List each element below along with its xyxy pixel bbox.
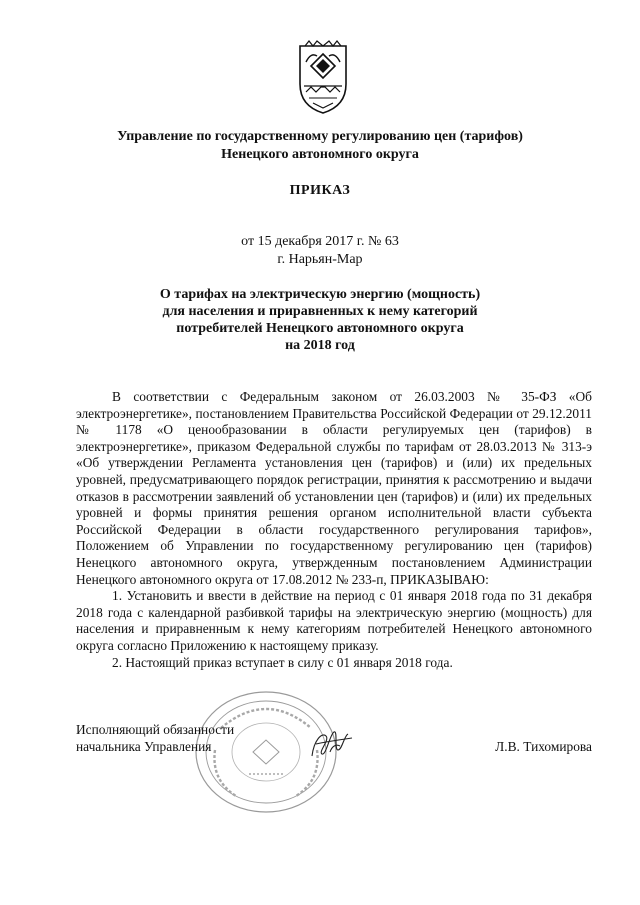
title-line-3: потребителей Ненецкого автономного округа (176, 321, 464, 336)
title-line-4: на 2018 год (285, 338, 355, 353)
title-line-2: для населения и приравненных к нему категорий (162, 304, 478, 319)
date-number: от 15 декабря 2017 г. № 63 (241, 234, 399, 249)
document-title (80, 286, 560, 354)
signature-block (76, 720, 592, 810)
nenets-okrug-coat-of-arms-icon (297, 40, 349, 116)
title-line-1: О тарифах на электрическую энергию (мощность) (159, 287, 481, 302)
date-and-place (80, 233, 560, 269)
organization-line-2: Ненецкого автономного округа (221, 147, 419, 162)
document-body (76, 389, 592, 671)
signatory-name: Л.В. Тихомирова (495, 739, 592, 754)
order-item-2: 2. Настоящий приказ вступает в силу с 01 января 2018 года. (112, 654, 453, 670)
organization-line-1: Управление по государственному регулированию цен (тарифов) (117, 129, 523, 144)
organization-name (80, 128, 560, 164)
position-line-2: начальника Управления (76, 738, 212, 754)
order-item-1: 1. Установить и ввести в действие на период с 01 января 2018 года по 31 декабря 2018 года с календарной разбивкой тарифы на электрическую энергию (мощность) для населения и приравненным к нему категориям потребителей Ненецкого автономного округа согласно Приложению к настоящему приказу. (76, 588, 592, 653)
document-type: ПРИКАЗ (289, 183, 351, 198)
city: г. Нарьян-Мар (277, 252, 363, 267)
handwritten-signature-icon (308, 726, 354, 760)
signatory-position (76, 722, 234, 755)
position-line-1: Исполняющий обязанности (76, 722, 235, 737)
preamble-paragraph: В соответствии с Федеральным законом от 26.03.2003 № 35-ФЗ «Об электроэнергетике», постановлением Правительства Российской Федерации от 29.12.2011 № 1178 «О ценообразовании в области регулируемых цен (тарифов) в электроэнергетике», приказом Федеральной службы по тарифам от 28.03.2013 № 313-э «Об утверждении Регламента установления цен (тарифов) и (или) их предельных уровней, предусматривающего порядок регистрации, принятия к рассмотрению и выдачи отказов в рассмотрении заявлений об установлении цен (тарифов) и (или) их предельных уровней и формы принятия решения органом исполнительной власти субъекта Российской Федерации в области государственного регулирования тарифов», Положением об Управлении по государственному регулированию цен (тарифов) Ненецкого автономного округа, утвержденным постановлением Администрации Ненецкого автономного округа от 17.08.2012 № 233-п, ПРИКАЗЫВАЮ: (76, 389, 592, 587)
